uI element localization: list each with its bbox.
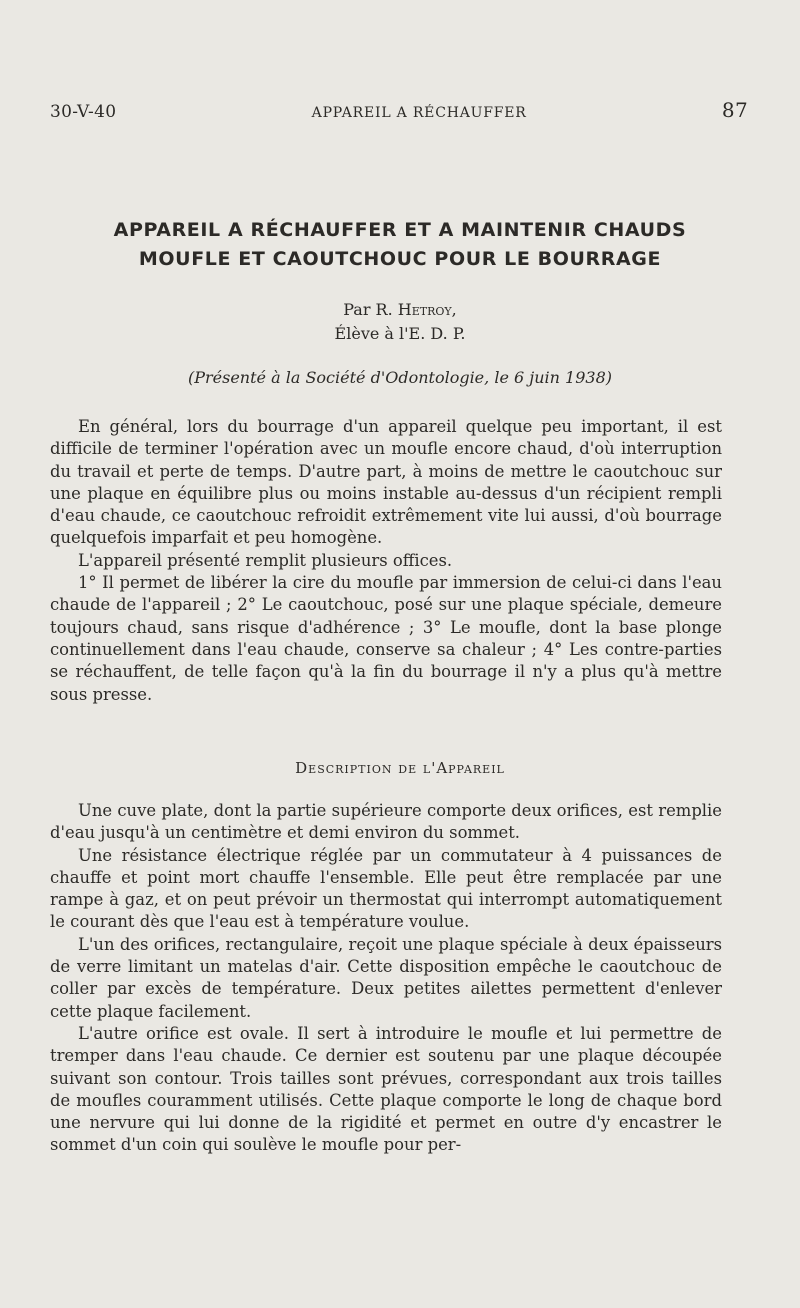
header-date: 30-V-40 xyxy=(50,102,117,122)
paragraph: Une résistance électrique réglée par un commutateur à 4 puissances de chauffe et point mort chauffe l'ensemble. Elle peut être remplacée par une rampe à gaz, et on peut prévoir un thermostat qui interrompt automatiquement le courant dès que l'eau est à température voulue. xyxy=(50,845,722,932)
running-title: APPAREIL A RÉCHAUFFER xyxy=(311,105,527,121)
author-prefix: Par R. xyxy=(343,300,393,319)
presentation-note: (Présenté à la Société d'Odontologie, le 6 juin 1938) xyxy=(187,368,612,387)
paragraph: L'un des orifices, rectangulaire, reçoit une plaque spéciale à deux épaisseurs de verre limitant un matelas d'air. Cette disposition empêche le caoutchouc de coller par excès de température. Deux petites ailettes permettent d'enlever cette plaque facilement. xyxy=(50,934,722,1021)
title-line-2: MOUFLE ET CAOUTCHOUC POUR LE BOURRAGE xyxy=(138,248,662,270)
author-affiliation: Élève à l'E. D. P. xyxy=(334,324,466,343)
paragraph: L'autre orifice est ovale. Il sert à introduire le moufle et lui permettre de tremper dans l'eau chaude. Ce dernier est soutenu par une plaque découpée suivant son contour. Trois tailles sont prévues, correspondant aux trois tailles de moufles couramment utilisés. Cette plaque comporte le long de chaque bord une nervure qui lui donne de la rigidité et permet en outre d'y encastrer le sommet d'un coin qui soulève le moufle pour per- xyxy=(50,1023,722,1155)
author-line xyxy=(0,298,800,322)
page-number: 87 xyxy=(721,98,748,122)
section-heading: Description de l'Appareil xyxy=(295,759,505,777)
author-block xyxy=(0,298,800,346)
author-name: Hetroy, xyxy=(397,300,457,319)
intro-text xyxy=(50,416,722,706)
title-line-1: APPAREIL A RÉCHAUFFER ET A MAINTENIR CHAUDS xyxy=(113,219,687,241)
paragraph: Une cuve plate, dont la partie supérieure comporte deux orifices, est remplie d'eau jusqu'à un centimètre et demi environ du sommet. xyxy=(50,801,722,843)
paragraph: En général, lors du bourrage d'un appareil quelque peu important, il est difficile de terminer l'opération avec un moufle encore chaud, d'où interruption du travail et perte de temps. D'autre part, à moins de mettre le caoutchouc sur une plaque en équilibre plus ou moins instable au-dessus d'un récipient rempli d'eau chaude, ce caoutchouc refroidit extrêmement vite lui aussi, d'où bourrage quelquefois imparfait et peu homogène. xyxy=(50,417,722,548)
paragraph: L'appareil présenté remplit plusieurs offices. xyxy=(78,550,453,570)
paragraph: 1° Il permet de libérer la cire du moufle par immersion de celui-ci dans l'eau chaude de l'appareil ; 2° Le caoutchouc, posé sur une plaque spéciale, demeure toujours chaud, sans risque d'adhérence ; 3° Le moufle, dont la base plonge continuellement dans l'eau chaude, conserve sa chaleur ; 4° Les contre-parties se réchauffent, de telle façon qu'à la fin du bourrage il n'y a plus qu'à mettre sous presse. xyxy=(50,573,722,704)
running-header xyxy=(50,98,748,122)
article-title xyxy=(40,216,760,274)
description-text xyxy=(50,800,722,1157)
